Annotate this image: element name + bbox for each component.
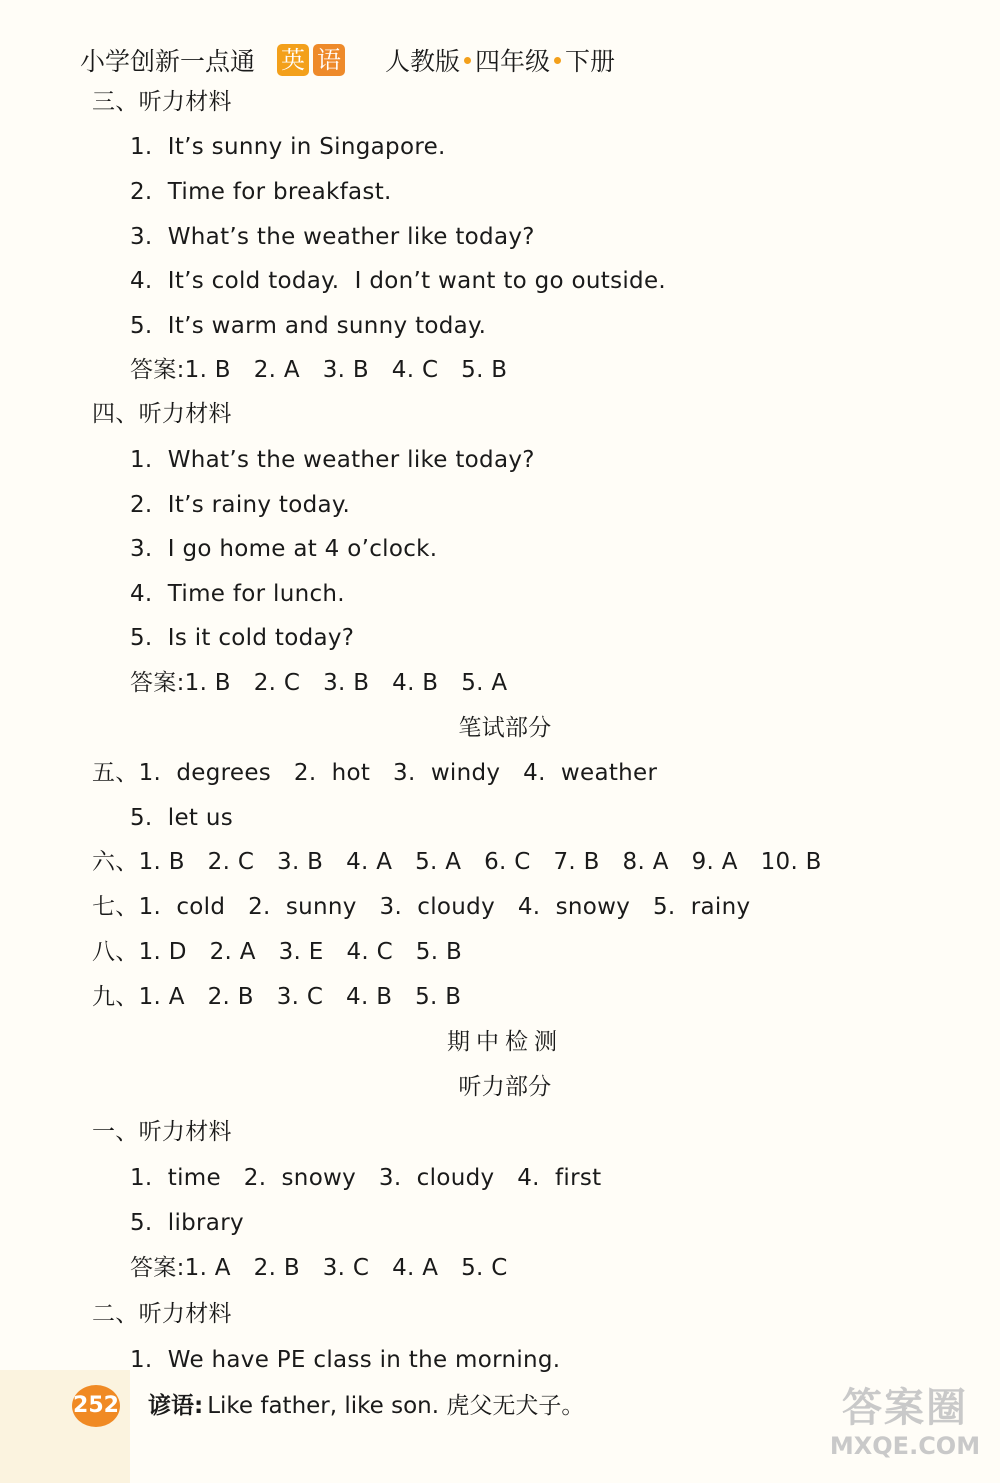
text-line: 六、1. B 2. C 3. B 4. A 5. A 6. C 7. B 8. A 9. A 10. B (92, 849, 822, 875)
watermark-cn: 答案圈 (842, 1385, 968, 1431)
separator-dot-icon (554, 57, 561, 64)
subject-tag-1: 英 (277, 44, 309, 76)
text-line: 答案:1. B 2. A 3. B 4. C 5. B (130, 357, 508, 383)
text-line: 七、1. cold 2. sunny 3. cloudy 4. snowy 5. rainy (92, 894, 751, 920)
text-line: 5. library (130, 1210, 244, 1236)
text-line: 1. What’s the weather like today? (130, 447, 535, 473)
text-line: 2. Time for breakfast. (130, 179, 392, 205)
text-line: 笔试部分 (458, 715, 552, 741)
grade-label: 四年级 (475, 47, 551, 76)
text-line: 4. It’s cold today. I don’t want to go outside. (130, 268, 667, 294)
text-line: 5. Is it cold today? (130, 625, 355, 651)
proverb-text: Like father, like son. 虎父无犬子。 (207, 1393, 585, 1419)
text-line: 五、1. degrees 2. hot 3. windy 4. weather (92, 760, 658, 786)
volume-label: 下册 (565, 47, 616, 76)
text-line: 5. It’s warm and sunny today. (130, 313, 487, 339)
watermark-en: MXQE.COM (829, 1432, 981, 1460)
text-line: 5. let us (130, 805, 233, 831)
separator-dot-icon (464, 57, 471, 64)
text-line: 答案:1. A 2. B 3. C 4. A 5. C (130, 1255, 508, 1281)
subject-tag-2: 语 (313, 44, 345, 76)
text-line: 期中检测 (447, 1029, 563, 1055)
proverb (148, 1389, 584, 1423)
text-line: 八、1. D 2. A 3. E 4. C 5. B (92, 939, 463, 965)
text-line: 1. It’s sunny in Singapore. (130, 134, 446, 160)
series-title: 小学创新一点通 (80, 47, 256, 76)
footer-band (0, 1370, 130, 1483)
text-line: 二、听力材料 (92, 1301, 232, 1327)
text-line: 2. It’s rainy today. (130, 492, 351, 518)
text-line: 四、听力材料 (92, 401, 232, 427)
text-line: 听力部分 (458, 1074, 552, 1100)
text-line: 九、1. A 2. B 3. C 4. B 5. B (92, 984, 462, 1010)
text-line: 三、听力材料 (92, 89, 232, 115)
page-header (80, 40, 615, 80)
proverb-label: 谚语: (148, 1393, 204, 1419)
text-line: 一、听力材料 (92, 1119, 232, 1145)
text-line: 1. time 2. snowy 3. cloudy 4. first (130, 1165, 602, 1191)
edition-label: 人教版 (385, 47, 461, 76)
text-line: 4. Time for lunch. (130, 581, 345, 607)
watermark (820, 1385, 990, 1475)
text-line: 3. I go home at 4 o’clock. (130, 536, 438, 562)
text-line: 答案:1. B 2. C 3. B 4. B 5. A (130, 670, 508, 696)
text-line: 3. What’s the weather like today? (130, 224, 535, 250)
text-line: 1. We have PE class in the morning. (130, 1347, 561, 1373)
page-number: 252 (72, 1385, 120, 1427)
